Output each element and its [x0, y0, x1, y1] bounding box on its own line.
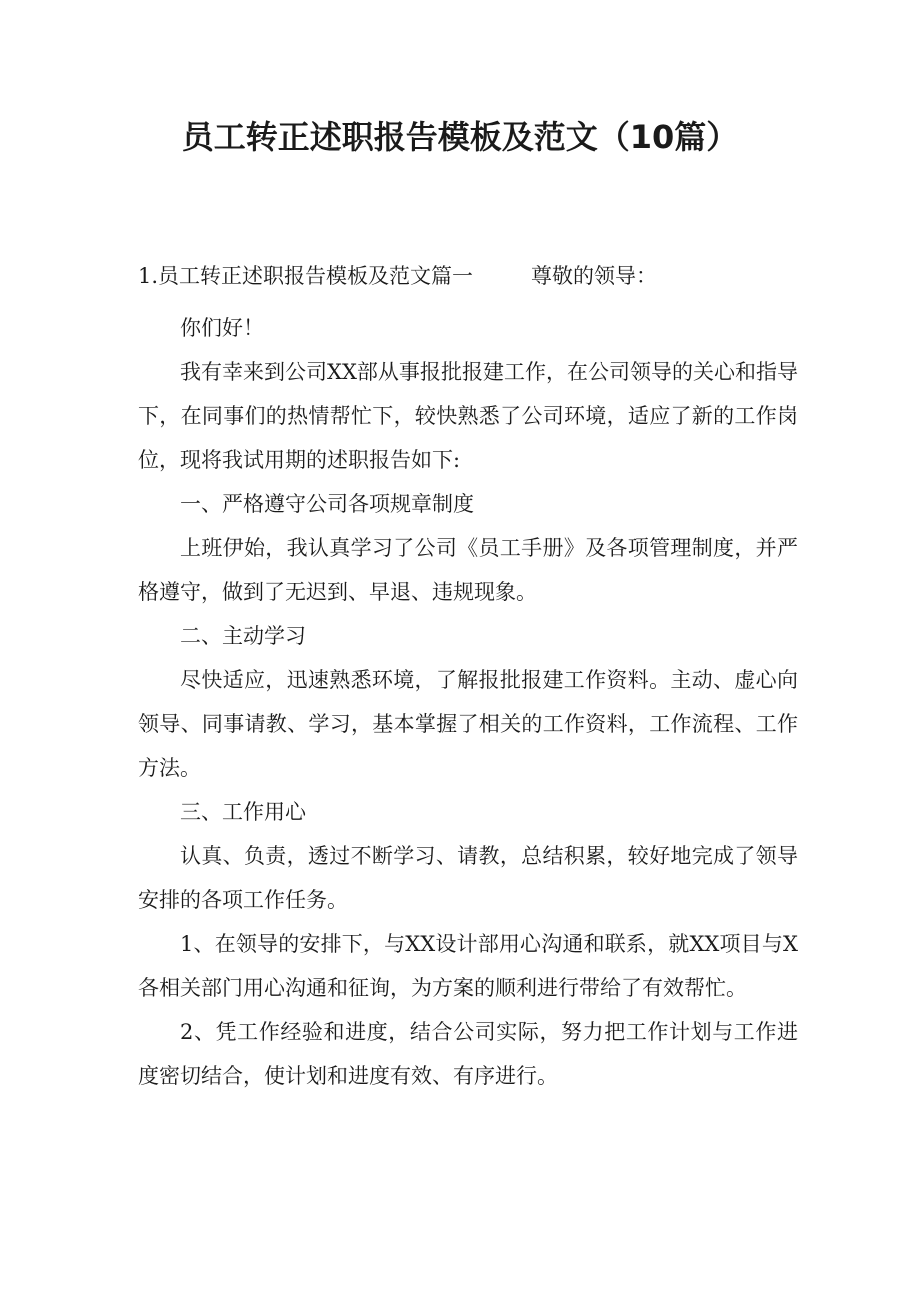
paragraph: 一、严格遵守公司各项规章制度: [180, 492, 474, 516]
paragraph: 2、凭工作经验和进度，结合公司实际，努力把工作计划与工作进度密切结合，使计划和进度有效、有序进行。: [138, 1020, 798, 1088]
paragraph: 二、主动学习: [180, 624, 306, 648]
paragraph: 尽快适应，迅速熟悉环境，了解报批报建工作资料。主动、虚心向领导、同事请教、学习，基本掌握了相关的工作资料，工作流程、工作方法。: [138, 668, 798, 780]
paragraph: 上班伊始，我认真学习了公司《员工手册》及各项管理制度，并严格遵守，做到了无迟到、早退、违规现象。: [138, 536, 798, 604]
section-heading-line: [138, 258, 798, 294]
section-heading: 1.员工转正述职报告模板及范文篇一: [138, 264, 474, 288]
paragraph: 三、工作用心: [180, 800, 306, 824]
paragraph: 你们好！: [180, 316, 264, 340]
paragraph: 认真、负责，透过不断学习、请教，总结积累，较好地完成了领导安排的各项工作任务。: [138, 844, 798, 912]
salutation: 尊敬的领导：: [531, 264, 658, 288]
document-body: [138, 306, 798, 1098]
document-title: 员工转正述职报告模板及范文（10篇）: [181, 118, 739, 156]
paragraph: 1、在领导的安排下，与XX设计部用心沟通和联系，就XX项目与X各相关部门用心沟通和征询，为方案的顺利进行带给了有效帮忙。: [138, 932, 798, 1000]
paragraph: 我有幸来到公司XX部从事报批报建工作，在公司领导的关心和指导下，在同事们的热情帮忙下，较快熟悉了公司环境，适应了新的工作岗位，现将我试用期的述职报告如下:: [138, 360, 798, 472]
